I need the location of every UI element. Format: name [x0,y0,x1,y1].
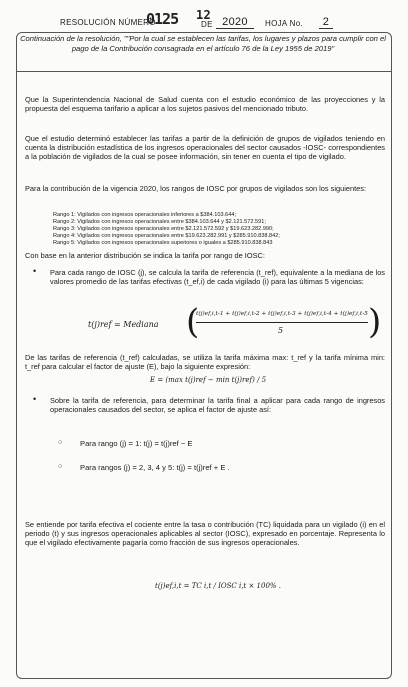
continuation-heading: Continuación de la resolución, ""Por la cual se establecen las tarifas, los lugares y plazos para cumplir con el pago de la Contribución consagrada en el artículo 76 de la Ley 1955 de 2019" [20,34,386,53]
resolution-label: RESOLUCIÓN NÚMERO [60,18,156,27]
heading-divider [16,71,392,72]
rango-2-5-formula: Para rangos (j) = 2, 3, 4 y 5: t(j) = t(j)ref + E . [80,463,230,472]
rango-item: Rango 4: Vigilados con ingresos operacionales entre $19.623.282.991 y $285.910.838.842; [53,233,280,239]
hoja-number: 2 [319,17,333,29]
resolution-number-stamp: 0125 [146,10,179,28]
rango-item: Rango 2: Vigilados con ingresos operacionales entre $384.103.644 y $2.121.572.591; [53,219,266,225]
formula-mediana: t(j)ref = Mediana ( t(j)ef,i,t-1 + t(j)ef,i,t-2 + t(j)ef,i,t-3 + t(j)ef,i,t-4 + t(j)ef,i,t-5 5 ) [88,302,382,342]
de-label: DE [201,20,213,29]
rango-1-formula: Para rango (j) = 1: t(j) = t(j)ref − E [80,439,193,448]
paragraph-tarifa-rango: Con base en la anterior distribución se indica la tarifa por rango de IOSC: [25,251,265,260]
resolution-header [0,8,408,28]
bullet-tarifa-referencia: Para cada rango de IOSC (j), se calcula la tarifa de referencia (t_ref), equivalente a la mediana de los valores promedio de las tarifas efectivas (t_ef,i) de cada vigilado (i) para las últimas 5 vigencias: [50,268,385,287]
bullet-dot: • [33,266,37,276]
formula-tarifa-efectiva: t(j)ef,i,t = TC i,t / IOSC i,t × 100% . [155,582,282,590]
circle-bullet-icon: ○ [58,463,63,470]
resolution-day-stamp: 12 [196,8,212,22]
formula-mediana-denominator: 5 [278,326,284,335]
resolution-year: 2020 [216,17,254,29]
formula-mediana-lhs: t(j)ref = Mediana [88,320,159,329]
hoja-label: HOJA No. [265,19,303,28]
circle-bullet-icon: ○ [58,439,63,446]
rango-item: Rango 1: Vigilados con ingresos operacionales inferiores a $384.103.644; [53,212,237,218]
rangos-list [53,212,383,247]
paragraph-estudio: Que la Superintendencia Nacional de Salud cuenta con el estudio económico de las proyecciones y la propuesta del esquema tarifario a aplicar a los sujetos pasivos del mencionado tributo. [25,95,385,114]
rango-item: Rango 3: Vigilados con ingresos operacionales entre $2.121.572.592 y $19.623.282.990; [53,226,274,232]
bullet-dot: • [33,394,37,404]
formula-mediana-numerator: t(j)ef,i,t-1 + t(j)ef,i,t-2 + t(j)ef,i,t-3 + t(j)ef,i,t-4 + t(j)ef,i,t-5 [196,311,368,317]
formula-factor-ajuste: E = (max t(j)ref − min t(j)ref) / 5 [150,376,267,384]
rango-item: Rango 5: Vigilados con ingresos operacionales superiores o iguales a $285.910.838.843 [53,240,273,246]
paragraph-tarifa-efectiva: Se entiende por tarifa efectiva el cociente entre la tasa o contribución (TC) liquidada para un vigilado (i) en el periodo (t) y sus ingresos operacionales aplicables al sector (IOSC), expresado en porcentaje. Representa lo que el vigilado efectivamente pagaría como fracción de sus ingresos operacionales. [25,520,385,548]
paragraph-tarifa-maxima: De las tarifas de referencia (t_ref) calculadas, se utiliza la tarifa máxima max: t_ref y la tarifa mínima min: t_ref para calcular el factor de ajuste (E), bajo la siguiente expresión: [25,353,385,372]
paragraph-vigencia: Para la contribución de la vigencia 2020, los rangos de IOSC por grupos de vigilados son los siguientes: [25,184,366,193]
paragraph-determino: Que el estudio determinó establecer las tarifas a partir de la definición de grupos de vigilados teniendo en cuenta la distribución estadística de los ingresos operacionales del sector causados -IOSC- correspondientes a la población de vigilados de la cual se posee información, sin tener en cuenta el tipo de vigilado. [25,134,385,162]
bullet-tarifa-final: Sobre la tarifa de referencia, para determinar la tarifa final a aplicar para cada rango de ingresos operacionales causados del sector, se aplica el factor de ajuste así: [50,396,385,415]
